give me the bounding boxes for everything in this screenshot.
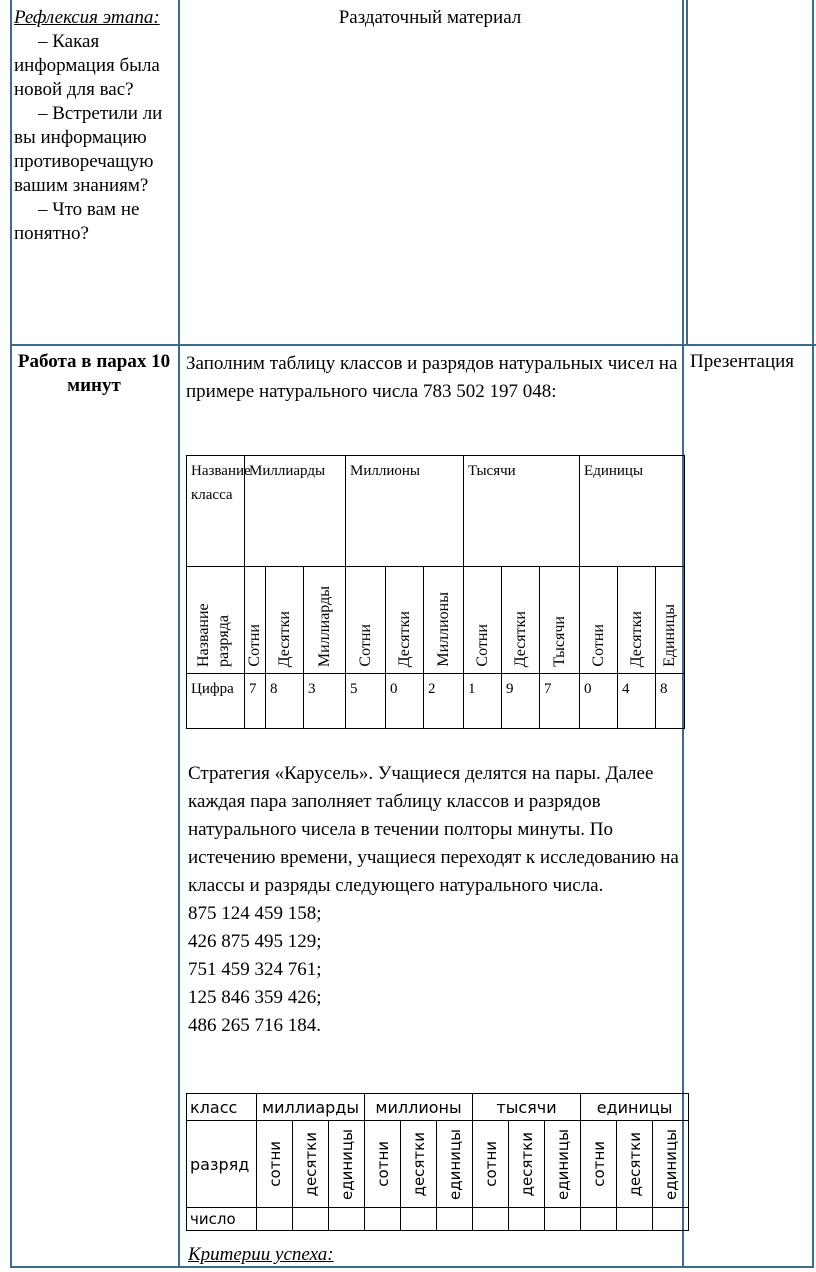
rank-label: Тысячи bbox=[550, 616, 568, 667]
class-cell: Миллиарды bbox=[245, 456, 346, 567]
rank-cell bbox=[545, 1121, 581, 1208]
rank-cell bbox=[437, 1121, 473, 1208]
rank-cell bbox=[581, 1121, 617, 1208]
class-cell: миллионы bbox=[365, 1094, 473, 1121]
rank-label: сотни bbox=[589, 1141, 608, 1187]
rank-label: сотни bbox=[481, 1141, 500, 1187]
number-item: 426 875 495 129; bbox=[188, 931, 322, 952]
reflection-item: – Какая информация была новой для вас? bbox=[14, 31, 160, 100]
number-item: 486 265 716 184. bbox=[188, 1015, 321, 1036]
rank-label: Десятки bbox=[511, 610, 529, 667]
row-divider bbox=[10, 344, 816, 346]
digit-cell: 8 bbox=[266, 674, 304, 729]
rank-label: единицы bbox=[445, 1128, 464, 1200]
class-cell: Тысячи bbox=[464, 456, 580, 567]
rank-cell bbox=[346, 567, 386, 674]
rank-label-cell: разряд bbox=[187, 1121, 257, 1208]
work-label: Работа в парах 10 минут bbox=[17, 351, 171, 396]
digit-cell: 5 bbox=[346, 674, 386, 729]
reflection-item: – Что вам не понятно? bbox=[14, 199, 140, 244]
digit-cell: 7 bbox=[540, 674, 580, 729]
rank-label: единицы bbox=[337, 1128, 356, 1200]
rank-label: Миллиарды bbox=[315, 585, 333, 667]
class-cell: миллиарды bbox=[257, 1094, 365, 1121]
rank-cell bbox=[509, 1121, 545, 1208]
column-divider-3 bbox=[686, 0, 688, 344]
class-cell: тысячи bbox=[473, 1094, 581, 1121]
rank-cell bbox=[257, 1121, 293, 1208]
rank-cell bbox=[656, 567, 685, 674]
presentation-label: Презентация bbox=[690, 351, 795, 372]
column-divider-1 bbox=[178, 0, 180, 1268]
digit-cell: 8 bbox=[656, 674, 685, 729]
class-label-cell: класс bbox=[187, 1094, 257, 1121]
number-cell[interactable] bbox=[365, 1208, 401, 1231]
rank-cell bbox=[473, 1121, 509, 1208]
number-cell[interactable] bbox=[509, 1208, 545, 1231]
rank-cell bbox=[617, 1121, 653, 1208]
digit-cell: 4 bbox=[618, 674, 656, 729]
rank-cell bbox=[386, 567, 424, 674]
class-cell: Миллионы bbox=[346, 456, 464, 567]
rank-label: десятки bbox=[517, 1131, 536, 1197]
digit-cell: 0 bbox=[580, 674, 618, 729]
rank-cell bbox=[618, 567, 656, 674]
rank-cell bbox=[653, 1121, 689, 1208]
reflection-title: Рефлексия этапа: bbox=[14, 7, 160, 28]
digit-cell: 1 bbox=[464, 674, 502, 729]
rank-header-label: Название разряда bbox=[194, 603, 232, 667]
rank-cell bbox=[329, 1121, 365, 1208]
rank-label: Десятки bbox=[395, 610, 413, 667]
rank-cell bbox=[401, 1121, 437, 1208]
digit-header-cell: Цифра bbox=[187, 674, 245, 729]
rank-cell bbox=[540, 567, 580, 674]
number-cell[interactable] bbox=[581, 1208, 617, 1231]
number-cell[interactable] bbox=[653, 1208, 689, 1231]
rank-label: сотни bbox=[265, 1141, 284, 1187]
number-cell[interactable] bbox=[329, 1208, 365, 1231]
rank-label: Сотни bbox=[589, 624, 607, 667]
digit-cell: 7 bbox=[245, 674, 266, 729]
rank-cell bbox=[502, 567, 540, 674]
rank-label: десятки bbox=[625, 1131, 644, 1197]
reflection-item: – Встретили ли вы информацию противоречащую вашим знаниям? bbox=[14, 103, 163, 196]
class-cell: Единицы bbox=[580, 456, 685, 567]
rank-header-cell bbox=[187, 567, 245, 674]
rank-label: десятки bbox=[301, 1131, 320, 1197]
rank-label: Единицы bbox=[661, 604, 679, 667]
digit-cell: 9 bbox=[502, 674, 540, 729]
strategy-text: Стратегия «Карусель». Учащиеся делятся на пары. Далее каждая пара заполняет таблицу классов и разрядов натурального чисела в течении полторы минуты. По истечению времени, учащиеся переходят к исследованию на классы и разряды следующего натурального числа. bbox=[188, 763, 679, 896]
number-cell[interactable] bbox=[545, 1208, 581, 1231]
rank-cell bbox=[293, 1121, 329, 1208]
number-item: 875 124 459 158; bbox=[188, 903, 322, 924]
number-cell[interactable] bbox=[617, 1208, 653, 1231]
rank-label: десятки bbox=[409, 1131, 428, 1197]
rank-cell bbox=[580, 567, 618, 674]
rank-label: Миллионы bbox=[434, 592, 452, 667]
rank-label: Сотни bbox=[473, 624, 491, 667]
digit-cell: 0 bbox=[386, 674, 424, 729]
number-item: 125 846 359 426; bbox=[188, 987, 322, 1008]
rank-label: Десятки bbox=[627, 610, 645, 667]
number-cell[interactable] bbox=[257, 1208, 293, 1231]
rank-label: единицы bbox=[661, 1128, 680, 1200]
class-header-cell: Название класса bbox=[187, 456, 245, 567]
class-rank-table bbox=[186, 455, 685, 729]
handout-title: Раздаточный материал bbox=[338, 7, 522, 28]
number-cell[interactable] bbox=[473, 1208, 509, 1231]
rank-cell bbox=[365, 1121, 401, 1208]
number-label-cell: число bbox=[187, 1208, 257, 1231]
rank-label: Десятки bbox=[275, 610, 293, 667]
number-cell[interactable] bbox=[437, 1208, 473, 1231]
rank-label: единицы bbox=[553, 1128, 572, 1200]
reflection-block bbox=[14, 6, 174, 246]
number-cell[interactable] bbox=[401, 1208, 437, 1231]
rank-cell bbox=[245, 567, 266, 674]
rank-label: сотни bbox=[373, 1141, 392, 1187]
digit-cell: 3 bbox=[304, 674, 346, 729]
rank-label: Сотни bbox=[246, 624, 263, 667]
task-text: Заполним таблицу классов и разрядов натуральных чисел на примере натурального числа 783 502 197 048: bbox=[186, 353, 678, 402]
number-cell[interactable] bbox=[293, 1208, 329, 1231]
rank-cell bbox=[424, 567, 464, 674]
criteria-label: Критерии успеха: bbox=[188, 1244, 334, 1265]
number-item: 751 459 324 761; bbox=[188, 959, 322, 980]
class-cell: единицы bbox=[581, 1094, 689, 1121]
rank-cell bbox=[304, 567, 346, 674]
digit-cell: 2 bbox=[424, 674, 464, 729]
rank-label: Сотни bbox=[356, 624, 374, 667]
rank-cell bbox=[464, 567, 502, 674]
strategy-block bbox=[188, 760, 680, 1040]
empty-rank-table bbox=[186, 1093, 689, 1231]
rank-cell bbox=[266, 567, 304, 674]
